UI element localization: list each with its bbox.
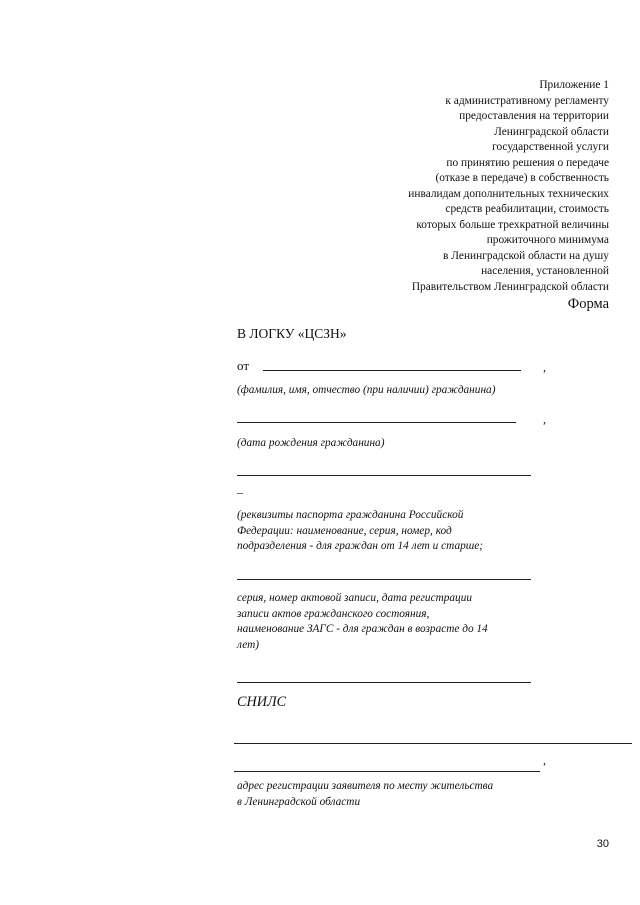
passport-field-line[interactable] bbox=[237, 475, 531, 476]
caption-line: Федерации: наименование, серия, номер, код bbox=[237, 524, 452, 537]
birthdate-field-line[interactable] bbox=[237, 422, 516, 423]
header-line: (отказе в передаче) в собственность bbox=[435, 172, 609, 184]
snils-field-line[interactable] bbox=[234, 743, 632, 744]
header-line: средств реабилитации, стоимость bbox=[445, 203, 609, 215]
caption-line: (реквизиты паспорта гражданина Российской bbox=[237, 509, 464, 521]
fio-caption: (фамилия, имя, отчество (при наличии) гражданина) bbox=[237, 384, 496, 396]
header-line: по принятию решения о передаче bbox=[446, 156, 609, 169]
birthdate-caption: (дата рождения гражданина) bbox=[237, 437, 385, 449]
header-line: к административному регламенту bbox=[445, 94, 609, 107]
caption-line: подразделения - для граждан от 14 лет и старше; bbox=[237, 540, 484, 552]
header-line: предоставления на территории bbox=[459, 110, 609, 122]
caption-line: адрес регистрации заявителя по месту жительства bbox=[237, 780, 494, 792]
comma: , bbox=[543, 360, 546, 374]
header-line: Приложение 1 bbox=[539, 79, 609, 91]
recipient-title: В ЛОГКУ «ЦСЗН» bbox=[237, 326, 347, 341]
dash: – bbox=[237, 485, 243, 499]
passport-details-line[interactable] bbox=[237, 579, 531, 580]
header-line: которых больше трехкратной величины bbox=[416, 218, 609, 231]
header-line: Правительством Ленинградской области bbox=[411, 280, 609, 293]
header-line: государственной услуги bbox=[492, 141, 609, 153]
address-caption bbox=[237, 779, 493, 810]
form-label: Форма bbox=[567, 296, 609, 312]
caption-line: серия, номер актовой записи, дата регистрации bbox=[237, 592, 472, 604]
caption-line: в Ленинградской области bbox=[237, 795, 361, 808]
act-record-caption bbox=[237, 591, 488, 653]
caption-line: лет) bbox=[237, 638, 259, 651]
fio-field-line[interactable] bbox=[263, 370, 521, 371]
caption-line: записи актов гражданского состояния, bbox=[237, 607, 430, 620]
from-label: от bbox=[237, 358, 250, 373]
address-field-line[interactable] bbox=[234, 771, 540, 772]
header-line: прожиточного минимума bbox=[486, 234, 609, 246]
act-record-field-line[interactable] bbox=[237, 682, 531, 683]
passport-caption bbox=[237, 508, 483, 555]
comma: , bbox=[543, 753, 546, 767]
header-line: населения, установленной bbox=[481, 265, 609, 277]
header-line: Ленинградской области bbox=[494, 125, 609, 138]
page-number: 30 bbox=[596, 838, 609, 850]
header-line: в Ленинградской области на душу bbox=[443, 249, 609, 262]
header-line: инвалидам дополнительных технических bbox=[408, 187, 609, 200]
snils-label: СНИЛС bbox=[237, 694, 287, 710]
caption-line: наименование ЗАГС - для граждан в возрасте до 14 bbox=[237, 623, 488, 635]
appendix-header bbox=[349, 78, 609, 313]
comma: , bbox=[543, 412, 546, 426]
